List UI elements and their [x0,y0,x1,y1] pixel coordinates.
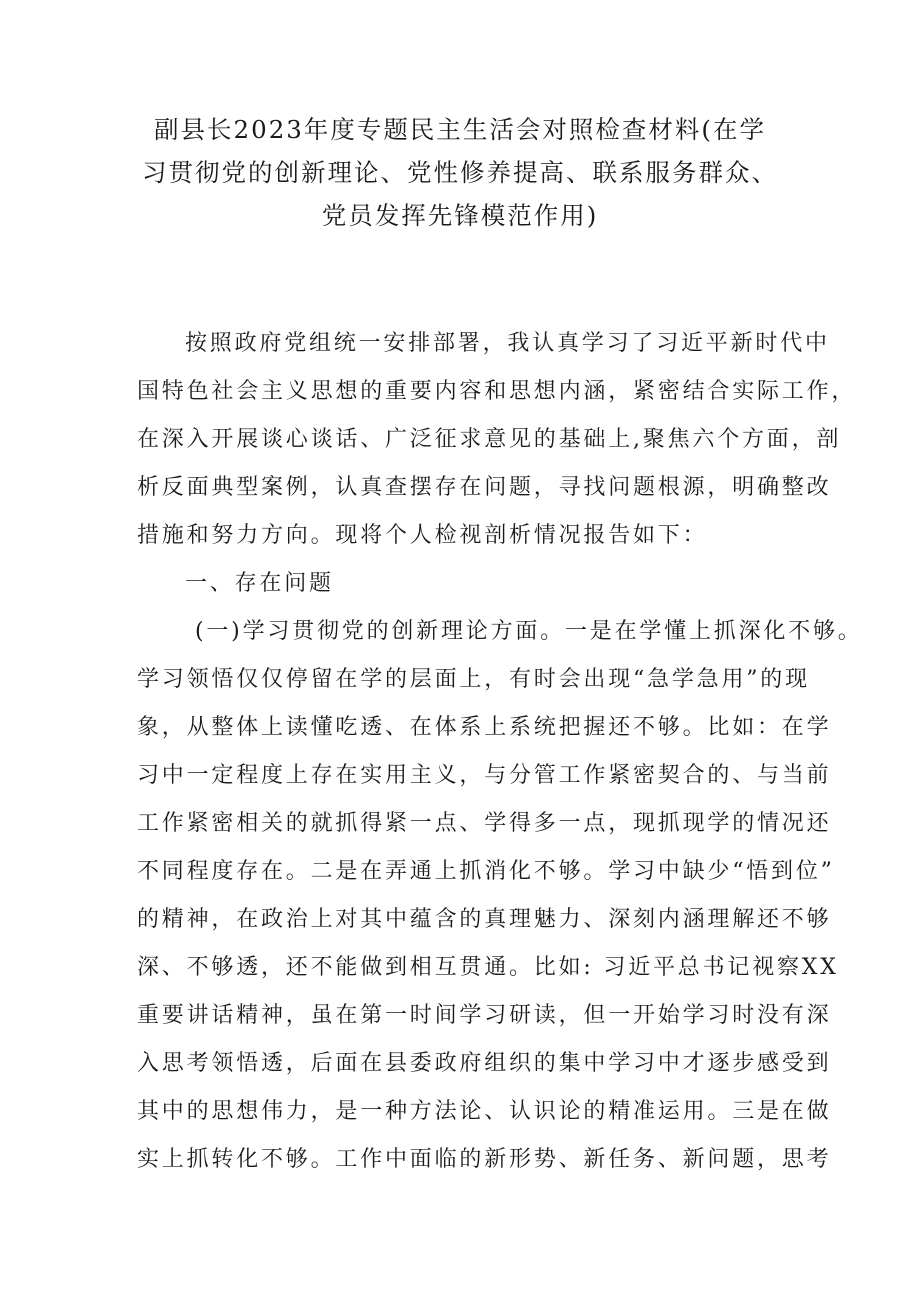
section-body-line: 实上抓转化不够。工作中面临的新形势、新任务、新问题，思考 [137,1147,832,1172]
document-body [137,320,863,1184]
section-body-line: 工作紧密相关的就抓得紧一点、学得多一点，现抓现学的情况还 [137,811,832,836]
section-body-line: 习中一定程度上存在实用主义，与分管工作紧密契合的、与当前 [137,763,832,788]
section-body-line: 入思考领悟透，后面在县委政府组织的集中学习中才逐步感受到 [137,1051,832,1076]
intro-line: 国特色社会主义思想的重要内容和思想内涵，紧密结合实际工作， [137,379,857,404]
section-body-line: 重要讲话精神，虽在第一时间学习研读，但一开始学习时没有深 [137,1003,832,1028]
title-line: 党员发挥先锋模范作用) [321,201,599,230]
intro-line: 按照政府党组统一安排部署，我认真学习了习近平新时代中 [185,331,830,356]
intro-line: 在深入开展谈心谈话、广泛征求意见的基础上,聚焦六个方面，剖 [137,427,842,452]
section-body-line: (一)学习贯彻党的创新理论方面。一是在学懂上抓深化不够。 [195,619,863,644]
section-heading: 一、存在问题 [185,571,334,596]
intro-line: 析反面典型案例，认真查摆存在问题，寻找问题根源，明确整改 [137,475,832,500]
section-body-line: 不同程度存在。二是在弄通上抓消化不够。学习中缺少“悟到位” [137,859,835,884]
section-body-line: 深、不够透，还不能做到相互贯通。比如: 习近平总书记视察XX [137,955,839,980]
title-line: 副县长2023年度专题民主生活会对照检查材料(在学 [154,115,766,144]
section-body-line: 象，从整体上读懂吃透、在体系上系统把握还不够。比如：在学 [137,715,832,740]
intro-line: 措施和努力方向。现将个人检视剖析情况报告如下： [137,523,708,548]
document-title [130,108,790,237]
section-body-line: 的精神，在政治上对其中蕴含的真理魅力、深刻内涵理解还不够 [137,907,832,932]
section-body-line: 其中的思想伟力，是一种方法论、认识论的精准运用。三是在做 [137,1099,832,1124]
section-body-line: 学习领悟仅仅停留在学的层面上，有时会出现“急学急用”的现 [137,667,810,692]
title-line: 习贯彻党的创新理论、党性修养提高、联系服务群众、 [142,158,778,187]
